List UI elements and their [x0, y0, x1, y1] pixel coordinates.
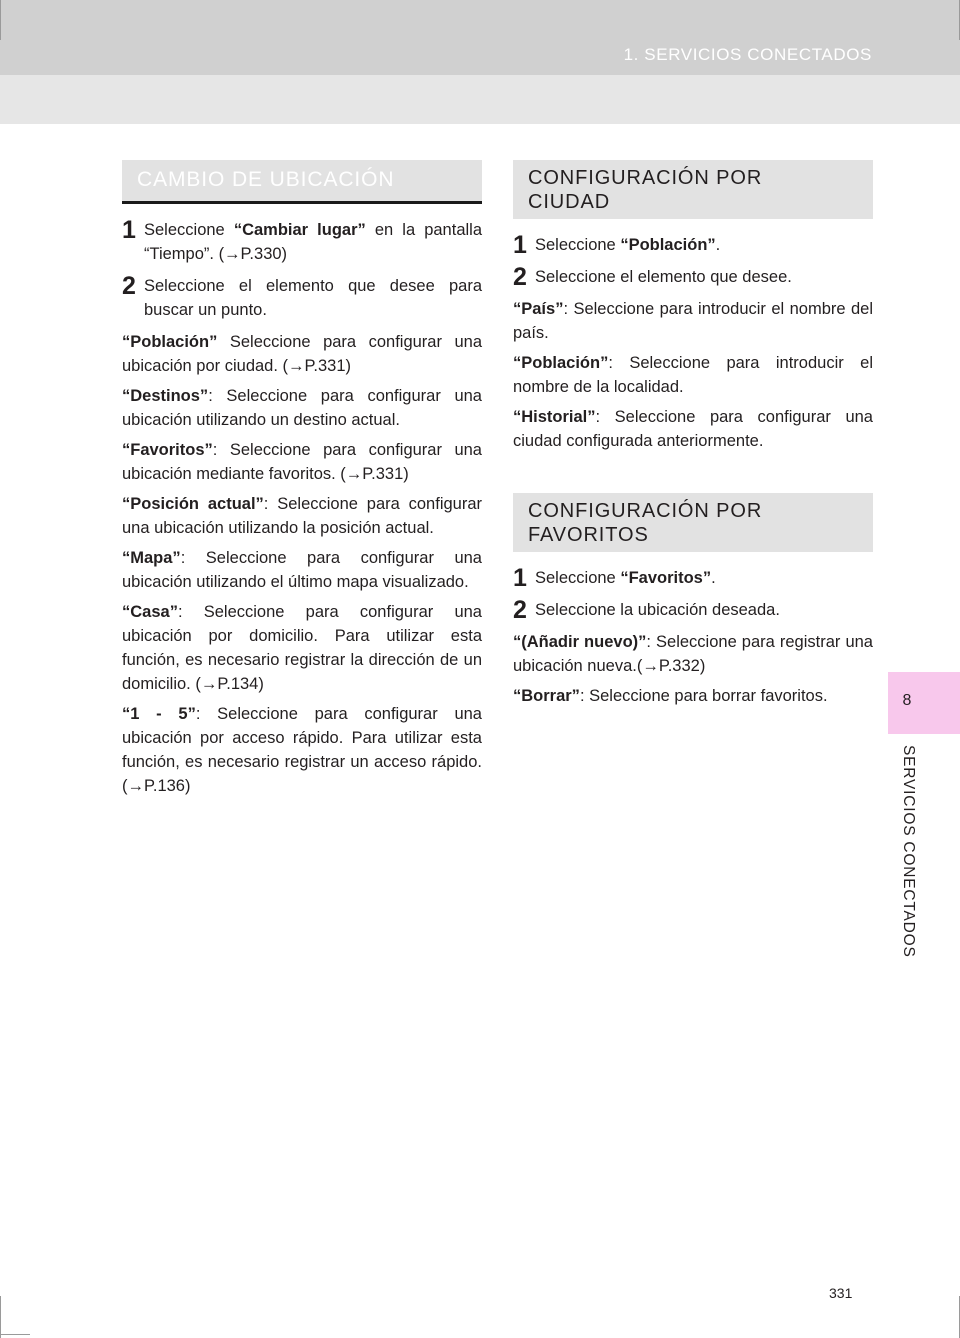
step-text: [535, 233, 873, 257]
option-term: “Población”: [122, 333, 218, 351]
option-term: “Destinos”: [122, 387, 209, 405]
right-column: [513, 160, 873, 714]
section-heading: [122, 160, 482, 204]
option-desc: : Seleccione para introducir el nombre de la localidad.: [513, 354, 873, 396]
header-bar: [0, 0, 960, 75]
option-item: [513, 351, 873, 399]
option-desc: : Seleccione para configurar una ubicación por domicilio. Para utilizar esta función, es necesario registrar la dirección de un domicilio. (→P.134): [122, 603, 482, 693]
option-item: [513, 630, 873, 678]
option-desc: : Seleccione para borrar favoritos.: [579, 687, 828, 705]
crop-mark: [0, 0, 1, 40]
option-term: “1 - 5”: [122, 705, 196, 723]
chapter-tab: [888, 672, 960, 734]
crop-mark: [0, 1334, 30, 1335]
step-text-pre: Seleccione: [535, 569, 621, 587]
crop-mark: [0, 1296, 1, 1338]
option-term: “Favoritos”: [122, 441, 213, 459]
step-text: [535, 566, 873, 590]
section-cambio-ubicacion: [122, 160, 482, 804]
step-number: 1: [122, 216, 136, 244]
option-desc: : Seleccione para introducir el nombre del país.: [513, 300, 873, 342]
option-term: “Historial”: [513, 408, 596, 426]
option-desc: : Seleccione para configurar una ubicación por acceso rápido. Para utilizar esta función, es necesario registrar un acceso rápido. (→P.136): [122, 705, 482, 795]
step-item: [513, 566, 873, 590]
step-text: [144, 218, 482, 266]
running-header-title: 1. SERVICIOS CONECTADOS: [623, 45, 872, 64]
option-desc: : Seleccione para registrar una ubicación nueva.(→P.332): [513, 633, 873, 675]
section-heading-text: CAMBIO DE UBICACIÓN: [137, 168, 395, 191]
step-item: [122, 274, 482, 322]
step-item: [122, 218, 482, 266]
step-term: “Cambiar lugar”: [233, 221, 366, 239]
option-item: [122, 600, 482, 696]
option-term: “(Añadir nuevo)”: [513, 633, 647, 651]
step-number: 2: [513, 596, 527, 624]
option-term: “Población”: [513, 354, 609, 372]
step-number: 1: [513, 564, 527, 592]
option-item: [513, 405, 873, 453]
option-item: [122, 492, 482, 540]
section-gap: [513, 459, 873, 493]
step-item: [513, 233, 873, 257]
section-heading-ciudad: [513, 160, 873, 219]
option-desc: : Seleccione para configurar una ubicación mediante favoritos. (→P.331): [122, 441, 482, 483]
option-item: [513, 297, 873, 345]
option-item: [122, 546, 482, 594]
option-term: “Mapa”: [122, 549, 181, 567]
step-number: 2: [122, 272, 136, 300]
section-heading-text: CONFIGURACIÓN POR: [528, 167, 763, 189]
option-desc: : Seleccione para configurar una ciudad configurada anteriormente.: [513, 408, 873, 450]
step-term: “Favoritos”: [620, 569, 712, 587]
step-text: Seleccione la ubicación deseada.: [535, 601, 780, 619]
option-item: [513, 684, 873, 708]
option-desc: Seleccione para configurar una ubicación por ciudad. (→P.331): [122, 333, 482, 375]
option-term: “Borrar”: [513, 687, 580, 705]
step-text-post: .: [715, 236, 721, 254]
step-text: Seleccione el elemento que desee.: [535, 268, 792, 286]
page-number: 331: [829, 1285, 853, 1301]
step-number: 1: [513, 231, 527, 259]
step-number: 2: [513, 263, 527, 291]
option-item: [122, 330, 482, 378]
step-text-post: en la pantalla “Tiempo”. (→P.330): [144, 221, 483, 263]
option-term: “País”: [513, 300, 564, 318]
section-heading-text: CONFIGURACIÓN POR: [528, 500, 763, 522]
step-term: “Población”: [620, 236, 716, 254]
option-desc: : Seleccione para configurar una ubicación utilizando el último mapa visualizado.: [122, 549, 482, 591]
section-heading-text: FAVORITOS: [528, 524, 649, 546]
option-item: [122, 384, 482, 432]
option-desc: : Seleccione para configurar una ubicación utilizando la posición actual.: [122, 495, 482, 537]
step-text: Seleccione el elemento que desee para buscar un punto.: [144, 277, 482, 319]
step-text-pre: Seleccione: [535, 236, 621, 254]
section-heading-favoritos: [513, 493, 873, 552]
option-term: “Casa”: [122, 603, 178, 621]
option-item: [122, 702, 482, 798]
option-term: “Posición actual”: [122, 495, 264, 513]
step-text-post: .: [711, 569, 716, 587]
step-text-pre: Seleccione: [144, 221, 234, 239]
chapter-label: SERVICIOS CONECTADOS: [900, 745, 917, 958]
chapter-number: 8: [902, 692, 912, 709]
step-item: [513, 598, 873, 622]
option-desc: : Seleccione para configurar una ubicación utilizando un destino actual.: [122, 387, 482, 429]
section-heading-text: CIUDAD: [528, 191, 611, 213]
option-item: [122, 438, 482, 486]
step-item: [513, 265, 873, 289]
